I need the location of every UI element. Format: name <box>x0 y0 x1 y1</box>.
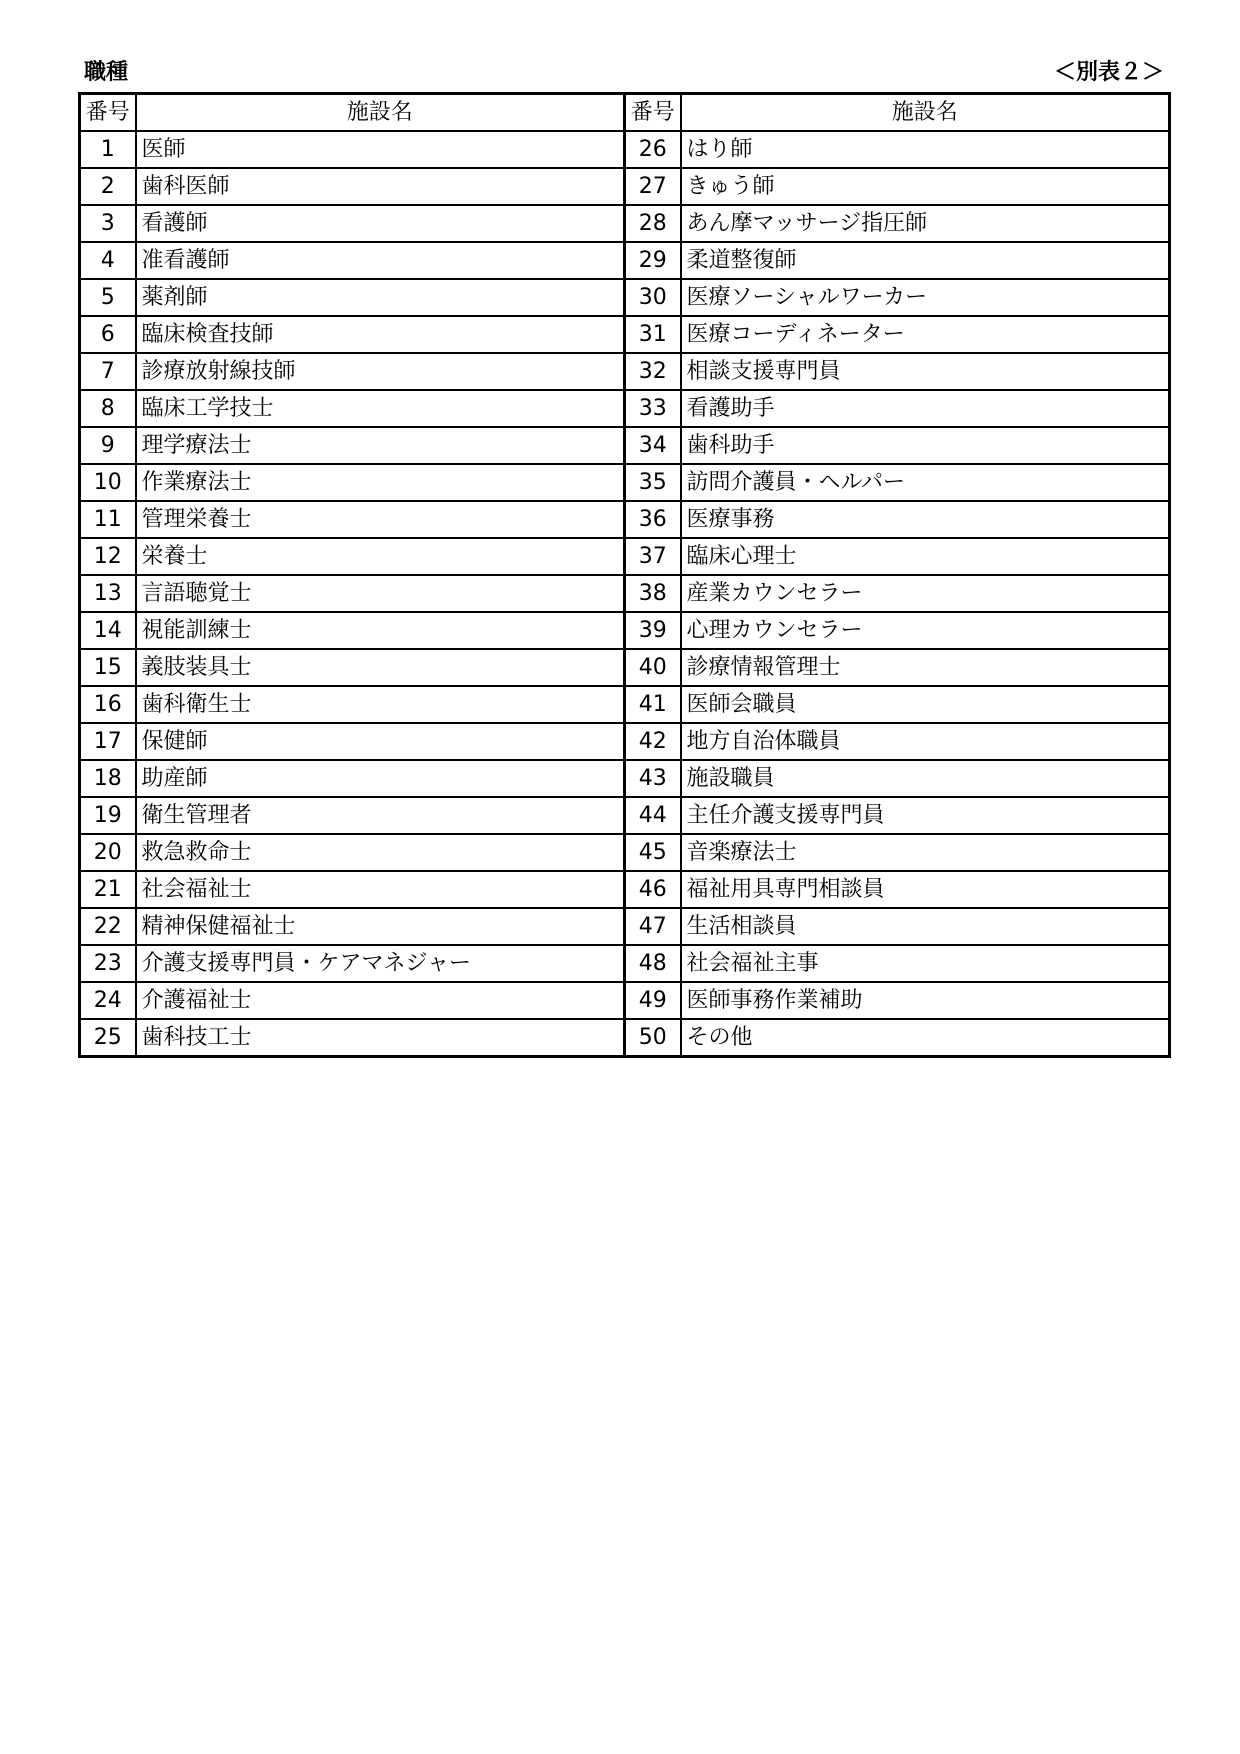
occupation-name-left: 精神保健福祉士 <box>136 908 625 945</box>
table-row <box>80 797 1170 834</box>
occupation-name-right: 社会福祉主事 <box>681 945 1170 982</box>
row-number-right: 40 <box>625 649 681 686</box>
row-number-left: 10 <box>80 464 136 501</box>
row-number-left: 16 <box>80 686 136 723</box>
occupation-name-right: 地方自治体職員 <box>681 723 1170 760</box>
occupation-name-right: 臨床心理士 <box>681 538 1170 575</box>
row-number-right: 28 <box>625 205 681 242</box>
row-number-left: 21 <box>80 871 136 908</box>
table-row <box>80 834 1170 871</box>
row-number-left: 4 <box>80 242 136 279</box>
row-number-right: 33 <box>625 390 681 427</box>
row-number-right: 46 <box>625 871 681 908</box>
occupation-name-right: 看護助手 <box>681 390 1170 427</box>
occupation-name-left: 介護福祉士 <box>136 982 625 1019</box>
row-number-right: 39 <box>625 612 681 649</box>
row-number-right: 47 <box>625 908 681 945</box>
occupation-name-left: 作業療法士 <box>136 464 625 501</box>
row-number-left: 7 <box>80 353 136 390</box>
row-number-left: 18 <box>80 760 136 797</box>
occupation-name-left: 歯科医師 <box>136 168 625 205</box>
row-number-left: 20 <box>80 834 136 871</box>
row-number-right: 26 <box>625 131 681 168</box>
occupation-name-right: その他 <box>681 1019 1170 1057</box>
row-number-left: 1 <box>80 131 136 168</box>
row-number-right: 42 <box>625 723 681 760</box>
row-number-left: 15 <box>80 649 136 686</box>
table-row <box>80 871 1170 908</box>
occupation-name-right: はり師 <box>681 131 1170 168</box>
row-number-right: 49 <box>625 982 681 1019</box>
occupation-name-left: 救急救命士 <box>136 834 625 871</box>
occupation-name-right: 相談支援専門員 <box>681 353 1170 390</box>
occupation-name-right: 施設職員 <box>681 760 1170 797</box>
occupation-name-left: 歯科衛生士 <box>136 686 625 723</box>
occupation-name-left: 社会福祉士 <box>136 871 625 908</box>
row-number-right: 41 <box>625 686 681 723</box>
column-header-name-right: 施設名 <box>681 94 1170 132</box>
row-number-left: 13 <box>80 575 136 612</box>
row-number-left: 6 <box>80 316 136 353</box>
table-row <box>80 649 1170 686</box>
column-header-number-left: 番号 <box>80 94 136 132</box>
appendix-label: ＜別表２＞ <box>1053 60 1164 85</box>
row-number-right: 27 <box>625 168 681 205</box>
table-row <box>80 908 1170 945</box>
row-number-right: 50 <box>625 1019 681 1057</box>
table-header-row <box>80 94 1170 132</box>
row-number-right: 31 <box>625 316 681 353</box>
occupation-name-left: 臨床工学技士 <box>136 390 625 427</box>
row-number-left: 25 <box>80 1019 136 1057</box>
occupation-name-right: 心理カウンセラー <box>681 612 1170 649</box>
table-row <box>80 760 1170 797</box>
table-row <box>80 316 1170 353</box>
row-number-right: 48 <box>625 945 681 982</box>
table-row <box>80 205 1170 242</box>
occupation-name-right: 生活相談員 <box>681 908 1170 945</box>
table-row <box>80 390 1170 427</box>
occupation-name-right: 音楽療法士 <box>681 834 1170 871</box>
table-row <box>80 982 1170 1019</box>
occupation-name-right: 診療情報管理士 <box>681 649 1170 686</box>
occupation-name-left: 看護師 <box>136 205 625 242</box>
table-row <box>80 945 1170 982</box>
table-body <box>80 131 1170 1057</box>
occupation-name-right: 主任介護支援専門員 <box>681 797 1170 834</box>
occupation-name-right: あん摩マッサージ指圧師 <box>681 205 1170 242</box>
row-number-right: 43 <box>625 760 681 797</box>
occupation-name-left: 診療放射線技師 <box>136 353 625 390</box>
occupation-name-left: 栄養士 <box>136 538 625 575</box>
table-row <box>80 686 1170 723</box>
occupation-name-right: 歯科助手 <box>681 427 1170 464</box>
row-number-left: 23 <box>80 945 136 982</box>
column-header-name-left: 施設名 <box>136 94 625 132</box>
occupation-name-left: 准看護師 <box>136 242 625 279</box>
table-row <box>80 612 1170 649</box>
table-row <box>80 279 1170 316</box>
row-number-right: 36 <box>625 501 681 538</box>
row-number-right: 37 <box>625 538 681 575</box>
occupation-name-right: 医療ソーシャルワーカー <box>681 279 1170 316</box>
row-number-left: 11 <box>80 501 136 538</box>
row-number-left: 22 <box>80 908 136 945</box>
table-row <box>80 464 1170 501</box>
occupation-name-left: 医師 <box>136 131 625 168</box>
row-number-right: 29 <box>625 242 681 279</box>
row-number-left: 17 <box>80 723 136 760</box>
table-row <box>80 427 1170 464</box>
row-number-right: 38 <box>625 575 681 612</box>
row-number-right: 34 <box>625 427 681 464</box>
row-number-left: 3 <box>80 205 136 242</box>
table-row <box>80 575 1170 612</box>
occupation-name-left: 衛生管理者 <box>136 797 625 834</box>
occupation-name-right: 医師事務作業補助 <box>681 982 1170 1019</box>
row-number-left: 14 <box>80 612 136 649</box>
row-number-right: 35 <box>625 464 681 501</box>
table-row <box>80 1019 1170 1057</box>
column-header-number-right: 番号 <box>625 94 681 132</box>
page-title: 職種 <box>84 60 129 85</box>
occupation-name-left: 視能訓練士 <box>136 612 625 649</box>
row-number-left: 2 <box>80 168 136 205</box>
row-number-left: 5 <box>80 279 136 316</box>
table-row <box>80 723 1170 760</box>
occupation-name-left: 介護支援専門員・ケアマネジャー <box>136 945 625 982</box>
occupation-name-right: 訪問介護員・ヘルパー <box>681 464 1170 501</box>
row-number-left: 19 <box>80 797 136 834</box>
occupation-name-right: 柔道整復師 <box>681 242 1170 279</box>
occupation-name-right: 産業カウンセラー <box>681 575 1170 612</box>
document-header <box>78 56 1168 90</box>
occupation-name-right: 医師会職員 <box>681 686 1170 723</box>
table-row <box>80 501 1170 538</box>
occupation-table <box>78 92 1171 1058</box>
occupation-name-left: 助産師 <box>136 760 625 797</box>
table-row <box>80 242 1170 279</box>
occupation-name-right: 医療コーディネーター <box>681 316 1170 353</box>
row-number-left: 9 <box>80 427 136 464</box>
row-number-right: 45 <box>625 834 681 871</box>
occupation-name-right: 福祉用具専門相談員 <box>681 871 1170 908</box>
occupation-name-left: 臨床検査技師 <box>136 316 625 353</box>
occupation-name-right: 医療事務 <box>681 501 1170 538</box>
occupation-name-left: 理学療法士 <box>136 427 625 464</box>
row-number-left: 8 <box>80 390 136 427</box>
row-number-left: 24 <box>80 982 136 1019</box>
occupation-name-left: 保健師 <box>136 723 625 760</box>
occupation-name-left: 管理栄養士 <box>136 501 625 538</box>
row-number-left: 12 <box>80 538 136 575</box>
row-number-right: 30 <box>625 279 681 316</box>
occupation-name-right: きゅう師 <box>681 168 1170 205</box>
table-row <box>80 131 1170 168</box>
row-number-right: 32 <box>625 353 681 390</box>
occupation-name-left: 義肢装具士 <box>136 649 625 686</box>
table-row <box>80 538 1170 575</box>
occupation-name-left: 歯科技工士 <box>136 1019 625 1057</box>
row-number-right: 44 <box>625 797 681 834</box>
table-row <box>80 168 1170 205</box>
occupation-name-left: 薬剤師 <box>136 279 625 316</box>
table-row <box>80 353 1170 390</box>
occupation-name-left: 言語聴覚士 <box>136 575 625 612</box>
